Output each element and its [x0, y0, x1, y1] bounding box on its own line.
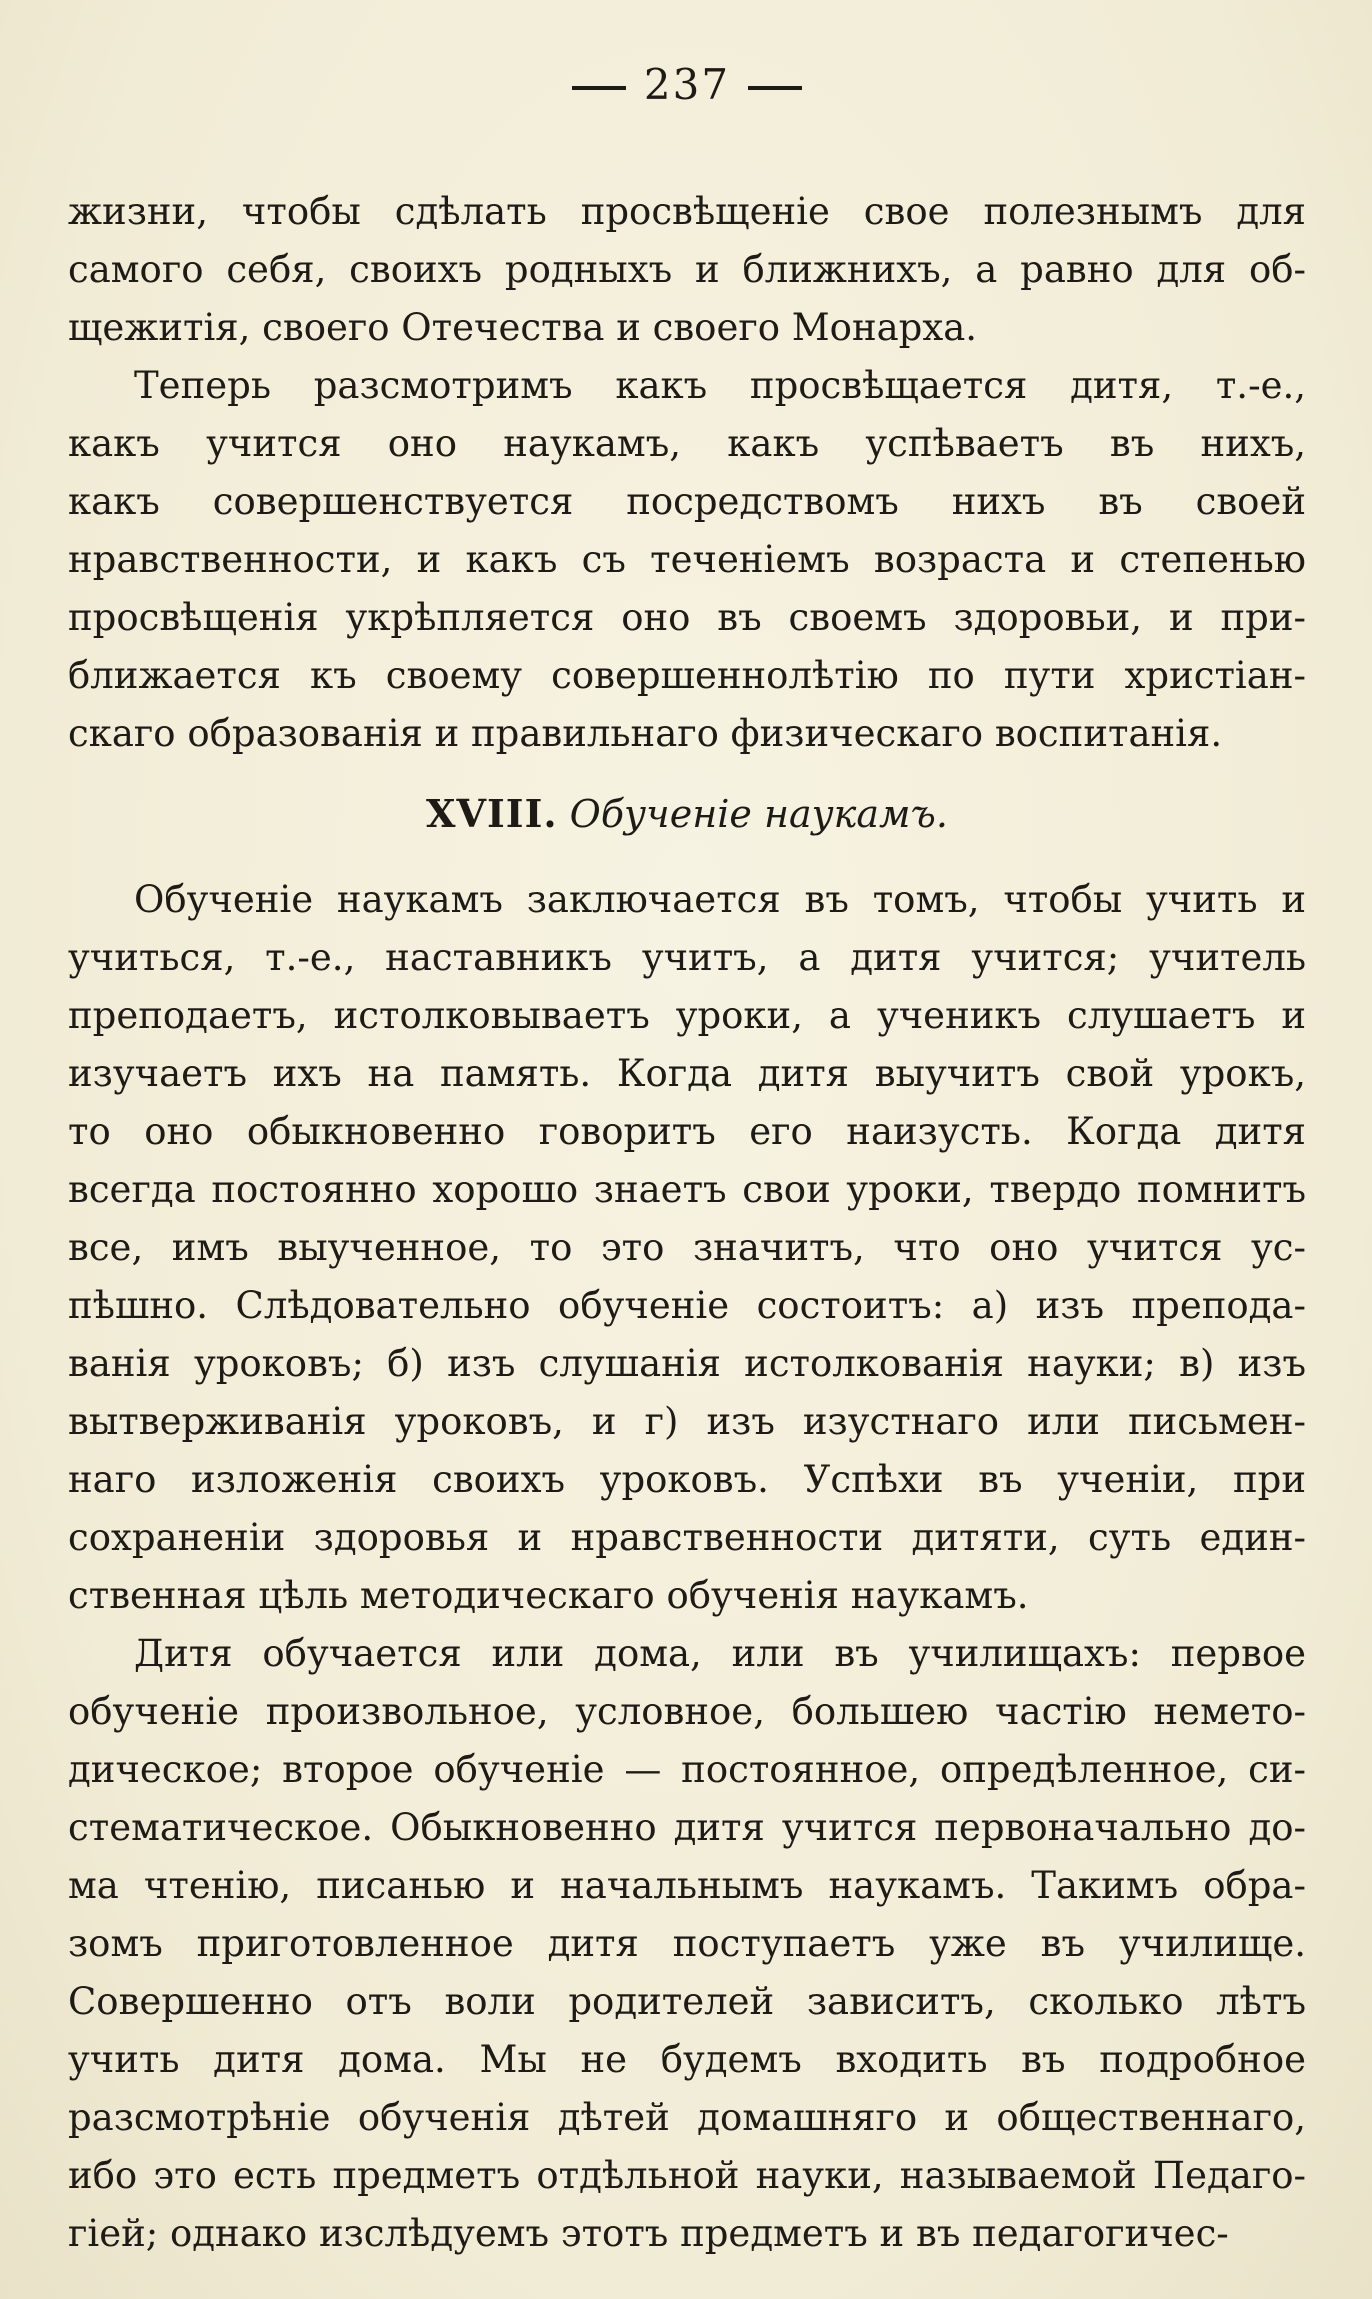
text-line: учиться, т.-е., наставникъ учитъ, а дитя учится; учитель: [68, 936, 1306, 979]
text-block-top: [68, 183, 1306, 763]
text-line: ибо это есть предметъ отдѣльной науки, называемой Педаго-: [68, 2154, 1306, 2197]
text-line: учить дитя дома. Мы не будемъ входить въ подробное: [68, 2038, 1306, 2081]
text-line: изучаетъ ихъ на память. Когда дитя выучитъ свой урокъ,: [68, 1052, 1306, 1095]
text-line: зомъ приготовленное дитя поступаетъ уже въ училище.: [68, 1922, 1306, 1965]
body-text: [68, 183, 1306, 2263]
text-line: Дитя обучается или дома, или въ училищахъ: первое: [134, 1632, 1306, 1675]
text-line: нравственности, и какъ съ теченіемъ возраста и степенью: [68, 538, 1306, 581]
text-line: преподаетъ, истолковываетъ уроки, а ученикъ слушаетъ и: [68, 994, 1306, 1037]
text-block-bottom: [68, 871, 1306, 2263]
text-line: вытверживанія уроковъ, и г) изъ изустнаго или письмен-: [68, 1400, 1306, 1443]
text-line: всегда постоянно хорошо знаетъ свои уроки, твердо помнитъ: [68, 1168, 1306, 1211]
text-line: ближается къ своему совершеннолѣтію по пути христіан-: [68, 654, 1306, 697]
text-line: гіей; однако изслѣдуемъ этотъ предметъ и въ педагогичес-: [68, 2212, 1229, 2255]
section-title: Обученіе наукамъ.: [569, 792, 948, 836]
text-line: самого себя, своихъ родныхъ и ближнихъ, а равно для об-: [68, 248, 1306, 291]
page-number: 237: [643, 60, 731, 109]
text-line: ванія уроковъ; б) изъ слушанія истолкованія науки; в) изъ: [68, 1342, 1306, 1385]
section-numeral: XVIII.: [426, 791, 558, 836]
text-line: жизни, чтобы сдѣлать просвѣщеніе свое полезнымъ для: [68, 190, 1306, 233]
text-line: просвѣщенія укрѣпляется оно въ своемъ здоровьи, и при-: [68, 596, 1306, 639]
text-line: Теперь разсмотримъ какъ просвѣщается дитя, т.-е.,: [134, 364, 1306, 407]
section-heading: [68, 785, 1306, 843]
text-line: наго изложенія своихъ уроковъ. Успѣхи въ ученіи, при: [68, 1458, 1306, 1501]
text-line: обученіе произвольное, условное, большею частію немето-: [68, 1690, 1306, 1733]
text-line: то оно обыкновенно говоритъ его наизусть. Когда дитя: [68, 1110, 1306, 1153]
text-line: скаго образованія и правильнаго физическаго воспитанія.: [68, 712, 1223, 755]
text-line: все, имъ выученное, то это значитъ, что оно учится ус-: [68, 1226, 1306, 1269]
text-line: ма чтенію, писанью и начальнымъ наукамъ. Такимъ обра-: [68, 1864, 1306, 1907]
text-line: сохраненіи здоровья и нравственности дитяти, суть един-: [68, 1516, 1306, 1559]
text-line: стематическое. Обыкновенно дитя учится первоначально до-: [68, 1806, 1306, 1849]
text-line: Обученіе наукамъ заключается въ томъ, чтобы учить и: [134, 878, 1306, 921]
text-line: какъ учится оно наукамъ, какъ успѣваетъ въ нихъ,: [68, 422, 1306, 465]
text-line: Совершенно отъ воли родителей зависитъ, сколько лѣтъ: [68, 1980, 1306, 2023]
text-line: щежитія, своего Отечества и своего Монарха.: [68, 306, 978, 349]
header-dash-right: [748, 86, 802, 90]
text-line: разсмотрѣніе обученія дѣтей домашняго и общественнаго,: [68, 2096, 1306, 2139]
page-number-header: [68, 55, 1306, 115]
header-dash-left: [572, 86, 626, 90]
text-line: ственная цѣль методическаго обученія наукамъ.: [68, 1574, 1029, 1617]
text-line: какъ совершенствуется посредствомъ нихъ въ своей: [68, 480, 1306, 523]
text-line: пѣшно. Слѣдовательно обученіе состоитъ: а) изъ препода-: [68, 1284, 1306, 1327]
text-line: дическое; второе обученіе — постоянное, опредѣленное, си-: [68, 1748, 1306, 1791]
